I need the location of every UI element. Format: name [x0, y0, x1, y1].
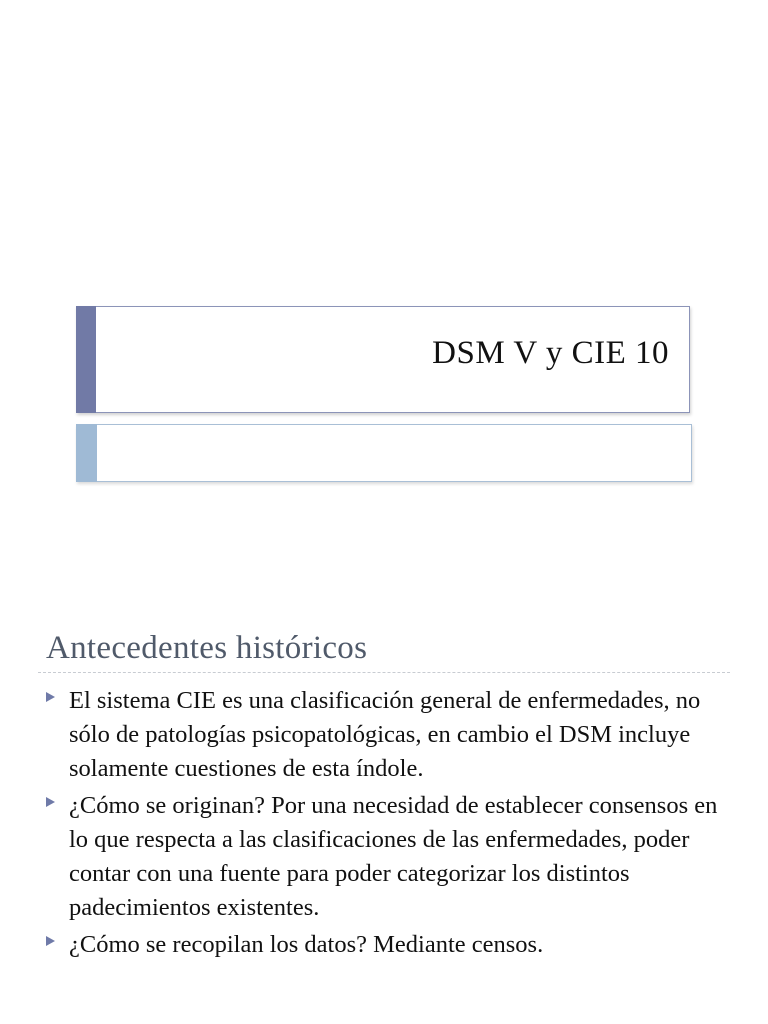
- subtitle-placeholder: [76, 424, 692, 482]
- triangle-right-icon: [46, 936, 55, 946]
- bullet-item: [44, 684, 724, 786]
- content-slide: [0, 576, 768, 1024]
- bullet-item: [44, 928, 724, 962]
- bullet-item: [44, 789, 724, 925]
- bullet-text: ¿Cómo se originan? Por una necesidad de establecer consensos en lo que respecta a las clasificaciones de las enfermedades, poder contar con una fuente para poder categorizar los distintos padecimientos existentes.: [69, 792, 718, 921]
- title-accent-bar: [76, 306, 96, 413]
- subtitle-accent-bar: [76, 424, 97, 482]
- triangle-right-icon: [46, 692, 55, 702]
- triangle-right-icon: [46, 797, 55, 807]
- title-placeholder: [76, 306, 690, 413]
- slide-heading: Antecedentes históricos: [46, 630, 368, 666]
- bullet-list: [44, 684, 724, 965]
- slide-title: DSM V y CIE 10: [432, 335, 669, 371]
- heading-divider: [38, 672, 730, 673]
- bullet-text: ¿Cómo se recopilan los datos? Mediante censos.: [69, 931, 544, 958]
- bullet-text: El sistema CIE es una clasificación general de enfermedades, no sólo de patologías psicopatológicas, en cambio el DSM incluye solamente cuestiones de esta índole.: [69, 687, 701, 782]
